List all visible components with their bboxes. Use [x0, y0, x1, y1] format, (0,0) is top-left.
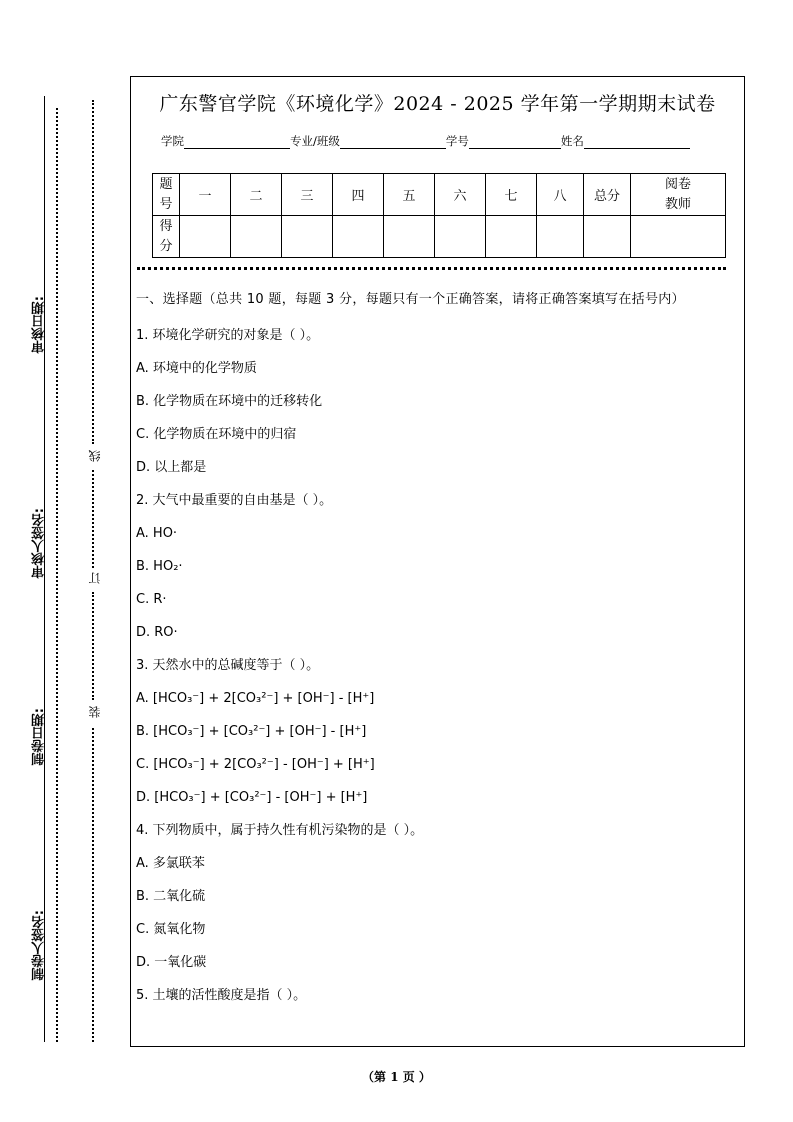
college-field[interactable]: [184, 136, 290, 149]
col-header: 二: [231, 174, 282, 216]
col-header: 八: [537, 174, 584, 216]
maker-date-label: 制卷日期:: [32, 708, 47, 766]
major-label: 专业/班级: [290, 134, 340, 148]
score-table: [152, 173, 726, 258]
question-option: C. 化学物质在环境中的归宿: [136, 427, 297, 442]
col-header: 一: [180, 174, 231, 216]
question-option: C. R·: [136, 592, 167, 607]
score-cell[interactable]: [384, 216, 435, 258]
question-stem: 1. 环境化学研究的对象是（ ）。: [136, 328, 320, 343]
dotted-cut-line-inner-bottom: [92, 728, 94, 1042]
row-label-question: 题 号: [153, 174, 180, 216]
question-stem: 5. 土壤的活性酸度是指（ ）。: [136, 988, 307, 1003]
student-id-label: 学号: [445, 134, 469, 148]
question-option: B. HO₂·: [136, 559, 183, 574]
exam-frame: [130, 76, 745, 1047]
question-stem: 2. 大气中最重要的自由基是（ ）。: [136, 493, 333, 508]
question-option: B. 化学物质在环境中的迁移转化: [136, 394, 323, 409]
maker-sign-label: 制卷人签名:: [32, 910, 47, 981]
dotted-cut-line: [56, 108, 58, 1042]
dotted-separator: [137, 267, 726, 270]
reviewer-date-label: 审核日期:: [32, 296, 47, 354]
binding-mark-zhuang: 装: [88, 706, 102, 718]
question-stem: 4. 下列物质中，属于持久性有机污染物的是（ ）。: [136, 823, 424, 838]
question-option: D. [HCO₃⁻] + [CO₃²⁻] - [OH⁻] + [H⁺]: [136, 790, 368, 805]
dotted-cut-line-inner-top: [92, 100, 94, 444]
question-option: C. 氮氧化物: [136, 922, 206, 937]
question-option: A. 环境中的化学物质: [136, 361, 257, 376]
question-option: A. HO·: [136, 526, 178, 541]
score-cell[interactable]: [180, 216, 231, 258]
col-header: 七: [486, 174, 537, 216]
question-option: B. [HCO₃⁻] + [CO₃²⁻] + [OH⁻] - [H⁺]: [136, 724, 367, 739]
college-label: 学院: [161, 134, 184, 148]
row-label-score: 得 分: [153, 216, 180, 258]
score-cell[interactable]: [486, 216, 537, 258]
major-field[interactable]: [340, 136, 446, 149]
page-number: （第 1 页 ）: [362, 1070, 431, 1084]
score-cell-reviewer[interactable]: [631, 216, 726, 258]
binding-mark-line: 线: [88, 450, 102, 462]
question-option: D. 一氧化碳: [136, 955, 207, 970]
question-option: D. RO·: [136, 625, 178, 640]
dotted-cut-line-inner-mid: [92, 470, 94, 568]
score-cell[interactable]: [537, 216, 584, 258]
score-cell[interactable]: [333, 216, 384, 258]
question-option: B. 二氧化硫: [136, 889, 206, 904]
score-cell[interactable]: [435, 216, 486, 258]
col-header: 六: [435, 174, 486, 216]
question-option: C. [HCO₃⁻] + 2[CO₃²⁻] - [OH⁻] + [H⁺]: [136, 757, 375, 772]
binding-mark-ding: 订: [88, 572, 102, 584]
col-header-reviewer: 阅卷 教师: [631, 174, 726, 216]
score-cell[interactable]: [282, 216, 333, 258]
score-cell-total[interactable]: [584, 216, 631, 258]
col-header: 四: [333, 174, 384, 216]
exam-title: 广东警官学院《环境化学》2024 - 2025 学年第一学期期末试卷: [159, 93, 716, 115]
col-header-total: 总分: [584, 174, 631, 216]
score-cell[interactable]: [231, 216, 282, 258]
col-header: 三: [282, 174, 333, 216]
student-id-field[interactable]: [469, 136, 561, 149]
question-option: A. 多氯联苯: [136, 856, 205, 871]
question-option: D. 以上都是: [136, 460, 207, 475]
student-info-row: [161, 133, 690, 149]
reviewer-sign-label: 审核人签名:: [32, 508, 47, 579]
question-section: [136, 289, 736, 1012]
question-option: A. [HCO₃⁻] + 2[CO₃²⁻] + [OH⁻] - [H⁺]: [136, 691, 375, 706]
section-heading: 一、选择题（总共 10 题，每题 3 分，每题只有一个正确答案，请将正确答案填写在括号内）: [136, 292, 685, 307]
question-stem: 3. 天然水中的总碱度等于（ ）。: [136, 658, 320, 673]
name-field[interactable]: [584, 136, 690, 149]
name-label: 姓名: [560, 134, 584, 148]
dotted-cut-line-inner-low: [92, 592, 94, 700]
col-header: 五: [384, 174, 435, 216]
